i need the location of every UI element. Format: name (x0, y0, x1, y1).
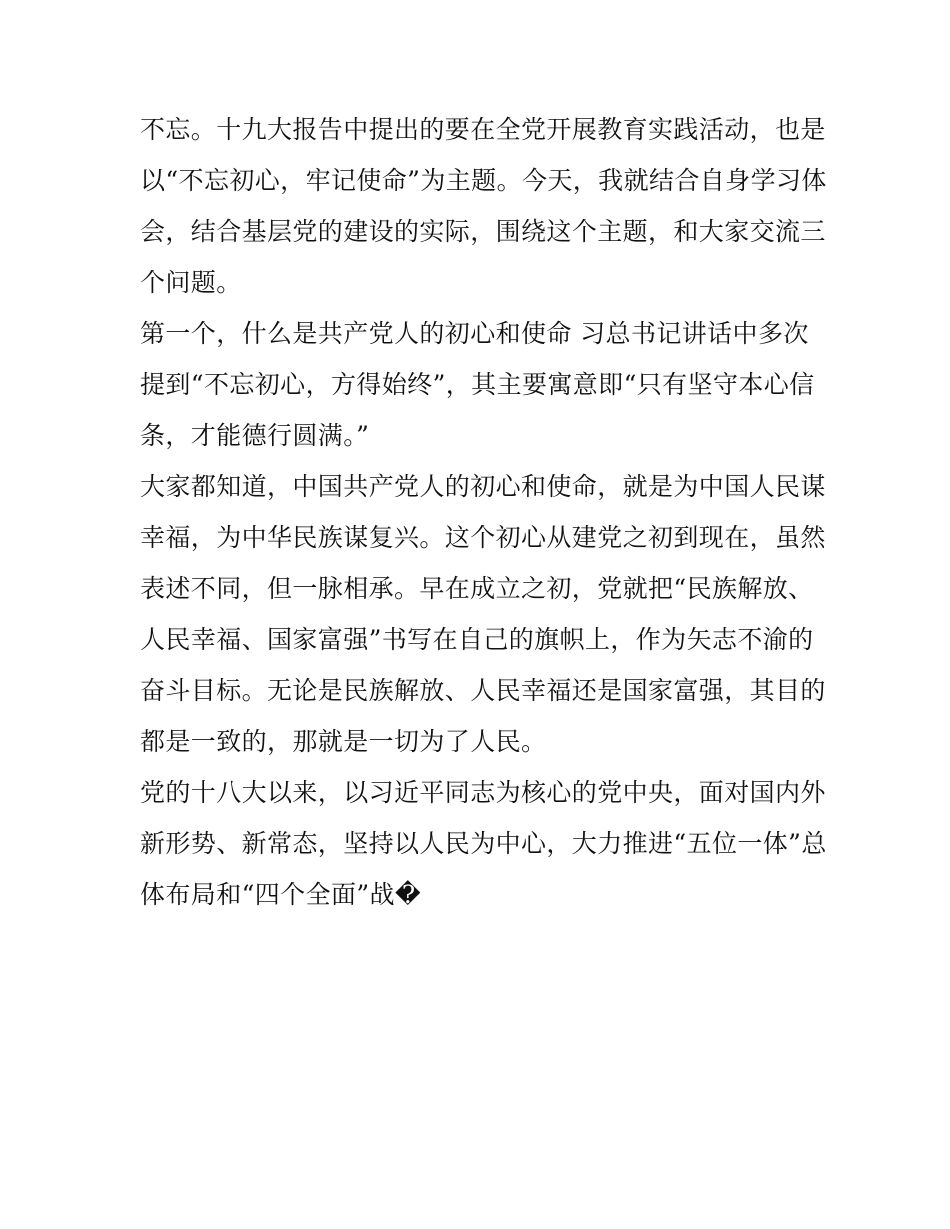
text-line: 表述不同，但一脉相承。早在成立之初，党就把“民族解放、 (140, 574, 814, 603)
text-line: 第一个，什么是共产党人的初心和使命 习总书记讲话中多次 (140, 319, 809, 348)
text-line: 新形势、新常态，坚持以人民为中心，大力推进“五位一体”总 (140, 829, 827, 858)
text-line: 不忘。十九大报告中提出的要在全党开展教育实践活动，也是 (140, 115, 826, 144)
text-line: 都是一致的，那就是一切为了人民。 (140, 727, 547, 756)
text-line: 个问题。 (140, 268, 242, 297)
text-line: 大家都知道，中国共产党人的初心和使命，就是为中国人民谋 (140, 472, 826, 501)
text-line: 党的十八大以来，以习近平同志为核心的党中央，面对国内外 (140, 778, 826, 807)
text-line: 人民幸福、国家富强”书写在自己的旗帜上，作为矢志不渝的 (140, 625, 814, 654)
text-line: 会，结合基层党的建设的实际，围绕这个主题，和大家交流三 (140, 217, 826, 246)
text-line: 条，才能德行圆满。” (140, 421, 370, 450)
text-line: 奋斗目标。无论是民族解放、人民幸福还是国家富强，其目的 (140, 676, 826, 705)
text-line: 体布局和“四个全面”战� (140, 880, 421, 909)
body-text (140, 104, 827, 920)
text-line: 提到“不忘初心，方得始终”，其主要寓意即“只有坚守本心信 (140, 370, 815, 399)
text-line: 幸福，为中华民族谋复兴。这个初心从建党之初到现在，虽然 (140, 523, 826, 552)
text-line: 以“不忘初心，牢记使命”为主题。今天，我就结合自身学习体 (140, 166, 827, 195)
